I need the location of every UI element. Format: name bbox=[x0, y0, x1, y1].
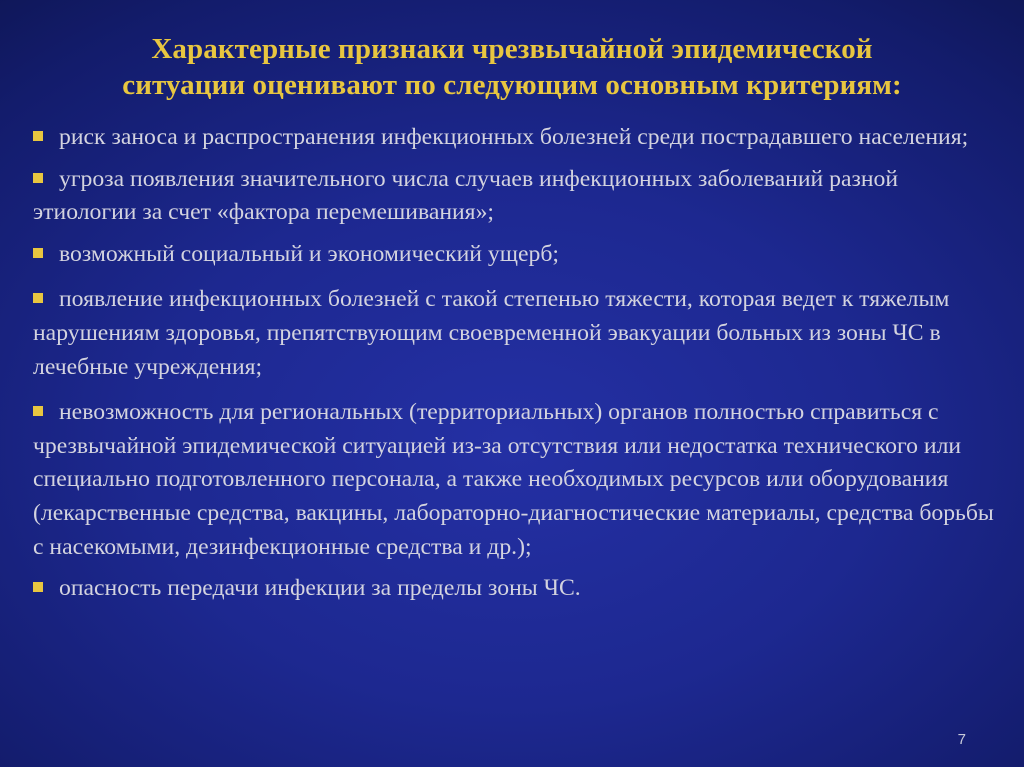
criteria-list bbox=[33, 121, 995, 614]
slide-title-line-1: Характерные признаки чрезвычайной эпидемической bbox=[151, 33, 873, 65]
list-item-text: угроза появления значительного числа случаев инфекционных заболеваний разной этиологии за счет «фактора перемешивания»; bbox=[33, 165, 899, 226]
square-bullet-icon bbox=[33, 582, 43, 592]
list-item-text: невозможность для региональных (территориальных) органов полностью справиться с чрезвычайной эпидемической ситуацией из-за отсутствия или недостатка технического или специально подготовленного персонала, а также необходимых ресурсов или оборудования (лекарственные средства, вакцины, лабораторно-диагностические материалы, средства борьбы с насекомыми, дезинфекционные средства и др.); bbox=[33, 399, 994, 560]
square-bullet-icon bbox=[33, 131, 43, 141]
list-item bbox=[33, 283, 995, 384]
list-item-text: появление инфекционных болезней с такой степенью тяжести, которая ведет к тяжелым нарушениям здоровья, препятствующим своевременной эвакуации больных из зоны ЧС в лечебные учреждения; bbox=[33, 286, 950, 380]
list-item bbox=[33, 572, 995, 606]
list-item bbox=[33, 121, 995, 155]
list-item bbox=[33, 396, 995, 564]
page-number: 7 bbox=[957, 731, 966, 748]
square-bullet-icon bbox=[33, 248, 43, 258]
slide-title-line-2: ситуации оценивают по следующим основным критериям: bbox=[122, 69, 902, 101]
square-bullet-icon bbox=[33, 173, 43, 183]
square-bullet-icon bbox=[33, 293, 43, 303]
list-item bbox=[33, 238, 995, 272]
list-item-text: опасность передачи инфекции за пределы зоны ЧС. bbox=[59, 575, 581, 602]
list-item-text: возможный социальный и экономический ущерб; bbox=[59, 240, 559, 267]
slide-title bbox=[30, 31, 994, 103]
list-item bbox=[33, 163, 995, 230]
list-item-text: риск заноса и распространения инфекционных болезней среди пострадавшего населения; bbox=[59, 124, 969, 150]
square-bullet-icon bbox=[33, 406, 43, 416]
